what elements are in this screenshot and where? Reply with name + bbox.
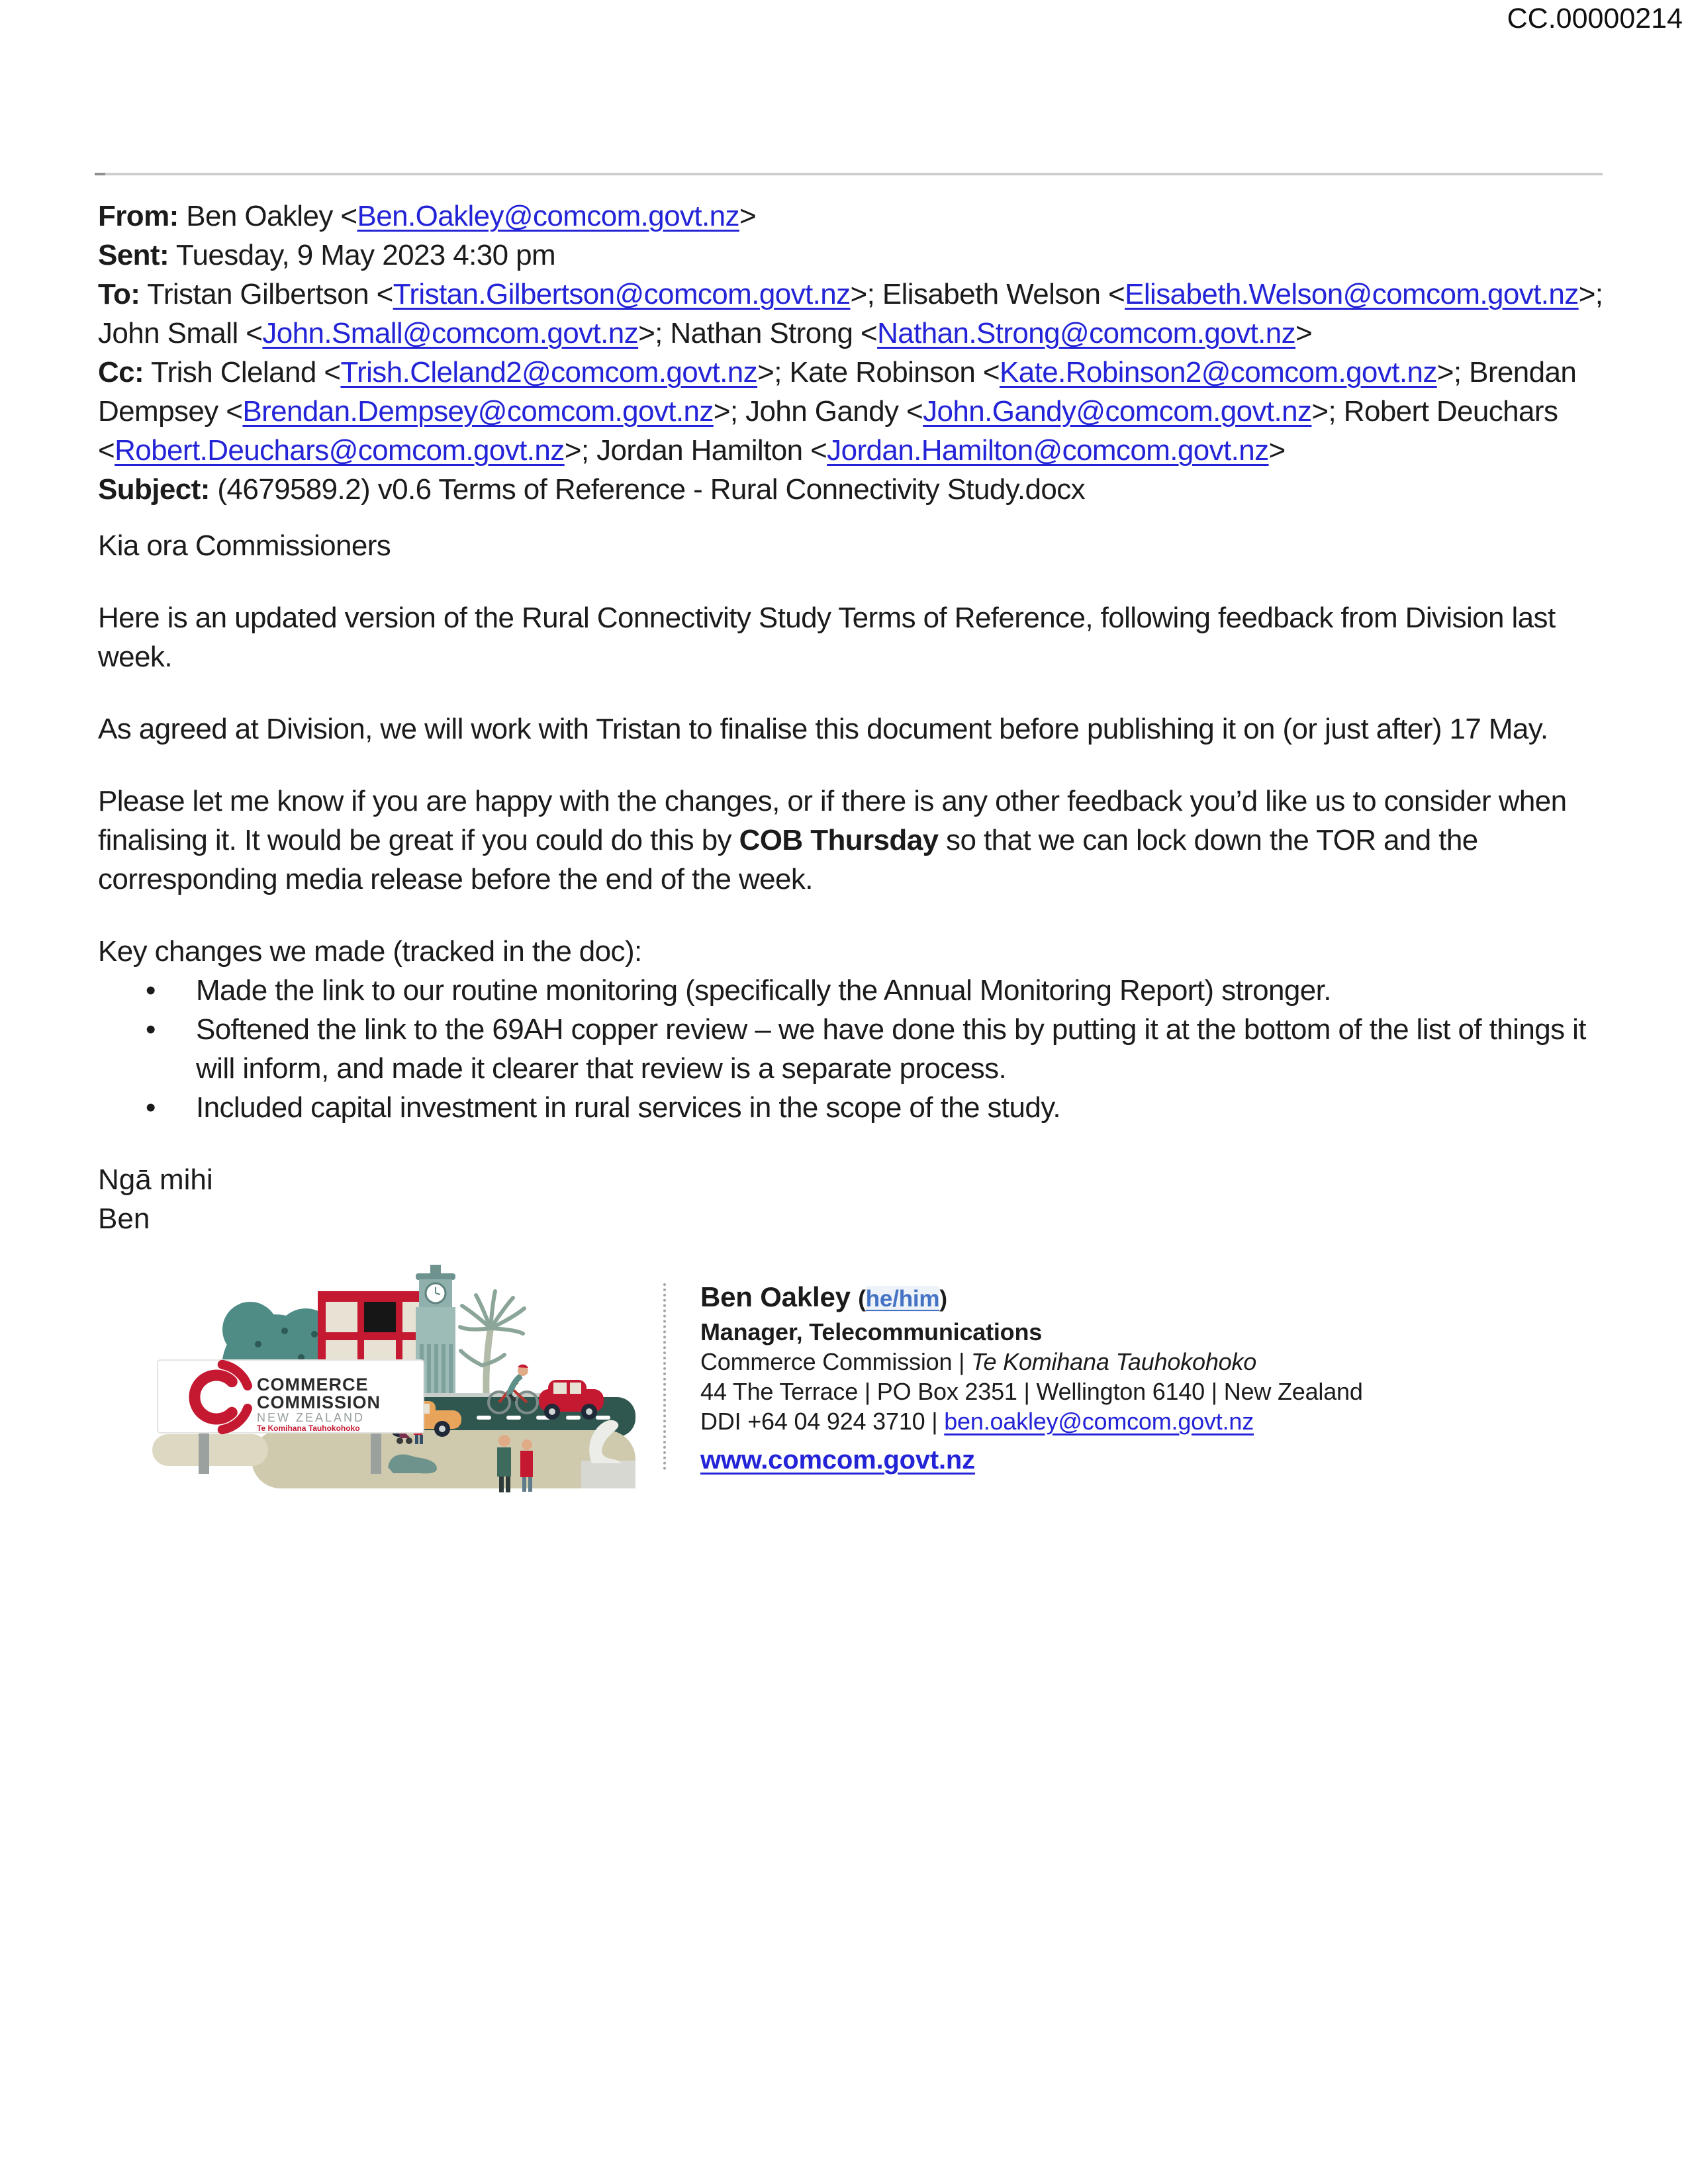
phone-number: DDI +64 04 924 3710 | [700,1408,945,1435]
to-text: Tristan Gilbertson < [140,278,393,310]
to-text: > [1295,317,1313,349]
cc-text: Dempsey < [98,395,243,428]
cc-line-2 [98,392,1615,431]
key-changes-list [98,971,1615,1127]
logo-text-commission: COMMISSION [257,1392,381,1412]
feedback-text-end: so that we can lock down the TOR and the corresponding media release before the end of the week. [98,824,1478,895]
from-text-close: > [739,200,757,232]
website-link[interactable]: www.comcom.govt.nz [700,1445,975,1475]
cc-text: >; Jordan Hamilton < [564,434,827,467]
signature-dotted-separator [663,1283,666,1470]
signoff-greeting: Ngā mihi [98,1163,213,1196]
signature-organisation [700,1347,1363,1377]
subject-text: (4679589.2) v0.6 Terms of Reference - Rural Connectivity Study.docx [209,473,1086,506]
from-text: Ben Oakley < [178,200,357,232]
cc-line-3 [98,431,1615,470]
to-email-link-2[interactable]: Elisabeth.Welson@comcom.govt.nz [1125,278,1579,310]
organisation-maori-name: Te Komihana Tauhokohoko [971,1348,1257,1375]
list-item: • Included capital investment in rural services in the scope of the study. [98,1088,1614,1127]
cc-text: > [1268,434,1286,467]
cob-thursday-emphasis: COB Thursday [739,824,939,856]
cc-email-link-5[interactable]: Robert.Deuchars@comcom.govt.nz [115,434,565,467]
sent-label: Sent: [98,239,169,271]
greeting-text: Kia ora Commissioners [98,529,391,562]
pronoun-close: ) [939,1286,947,1312]
cc-text: >; Robert Deuchars [1311,395,1558,428]
cc-email-link-1[interactable]: Trish.Cleland2@comcom.govt.nz [340,356,758,388]
cc-text: Trish Cleland < [144,356,341,388]
to-text: >; [1578,278,1603,310]
to-text: >; Nathan Strong < [638,317,878,349]
cc-email-link-3[interactable]: Brendan.Dempsey@comcom.govt.nz [242,395,714,428]
to-text: >; Elisabeth Welson < [850,278,1125,310]
subject-line [98,470,1615,509]
signature-name-line [700,1279,1363,1317]
sent-line [98,236,1615,275]
organisation-name: Commerce Commission | [700,1348,972,1375]
signature-name: Ben Oakley [700,1281,851,1312]
header-divider-line [95,173,1603,175]
pronoun-open: ( [858,1286,866,1312]
cc-text: >; John Gandy < [713,395,923,428]
key-changes-heading: Key changes we made (tracked in the doc): [98,935,642,968]
signoff-block [98,1160,1615,1238]
paragraph-feedback-request [98,782,1581,899]
logo-text-commerce: COMMERCE [257,1375,369,1394]
signature-email-link[interactable]: ben.oakley@comcom.govt.nz [944,1408,1254,1435]
logo-text-new-zealand: NEW ZEALAND [257,1411,365,1424]
cc-email-link-6[interactable]: Jordan.Hamilton@comcom.govt.nz [827,434,1269,467]
to-email-link-4[interactable]: Nathan.Strong@comcom.govt.nz [877,317,1296,349]
to-line-2 [98,314,1615,353]
to-label: To: [98,278,140,310]
paragraph-updated-version: Here is an updated version of the Rural Connectivity Study Terms of Reference, following feedback from Division last week. [98,602,1556,673]
pronoun-link[interactable]: he/him [865,1286,940,1312]
cc-text: < [98,434,115,467]
signature-details [700,1265,1363,1475]
to-line-1 [98,275,1615,314]
signature-job-title: Manager, Telecommunications [700,1318,1043,1345]
signoff-name: Ben [98,1203,150,1235]
paragraph-as-agreed: As agreed at Division, we will work with Tristan to finalise this document before publishing it on (or just after) 17 May. [98,713,1548,745]
sent-text: Tuesday, 9 May 2023 4:30 pm [169,239,556,271]
signature-illustration [152,1265,655,1493]
cc-email-link-2[interactable]: Kate.Robinson2@comcom.govt.nz [1000,356,1437,388]
from-email-link[interactable]: Ben.Oakley@comcom.govt.nz [357,200,739,232]
cc-line-1 [98,353,1615,392]
feedback-text: Please let me know if you are happy with the changes, or if there is any other feedback you’d like us to consider when finalising it. It would be great if you could do this by [98,785,1567,856]
to-text: John Small < [98,317,263,349]
cc-text: >; Kate Robinson < [757,356,1000,388]
email-signature [152,1265,1615,1493]
from-line [98,197,1615,236]
to-email-link-3[interactable]: John.Small@comcom.govt.nz [262,317,639,349]
cc-email-link-4[interactable]: John.Gandy@comcom.govt.nz [923,395,1312,428]
signature-phone-line [700,1406,1363,1436]
email-content [98,197,1615,1493]
from-label: From: [98,200,179,232]
to-email-link-1[interactable]: Tristan.Gilbertson@comcom.govt.nz [393,278,851,310]
list-item: • Made the link to our routine monitoring (specifically the Annual Monitoring Report) stronger. [98,971,1614,1010]
signature-address: 44 The Terrace | PO Box 2351 | Wellington 6140 | New Zealand [700,1378,1363,1405]
cc-text: >; Brendan [1436,356,1577,388]
logo-text-te-komihana: Te Komihana Tauhokohoko [257,1424,360,1433]
list-item: • Softened the link to the 69AH copper review – we have done this by putting it at the bottom of the list of things it will inform, and made it clearer that review is a separate process. [98,1010,1614,1088]
subject-label: Subject: [98,473,210,506]
cc-label: Cc: [98,356,144,388]
document-reference-number: CC.00000214 [1507,3,1683,34]
